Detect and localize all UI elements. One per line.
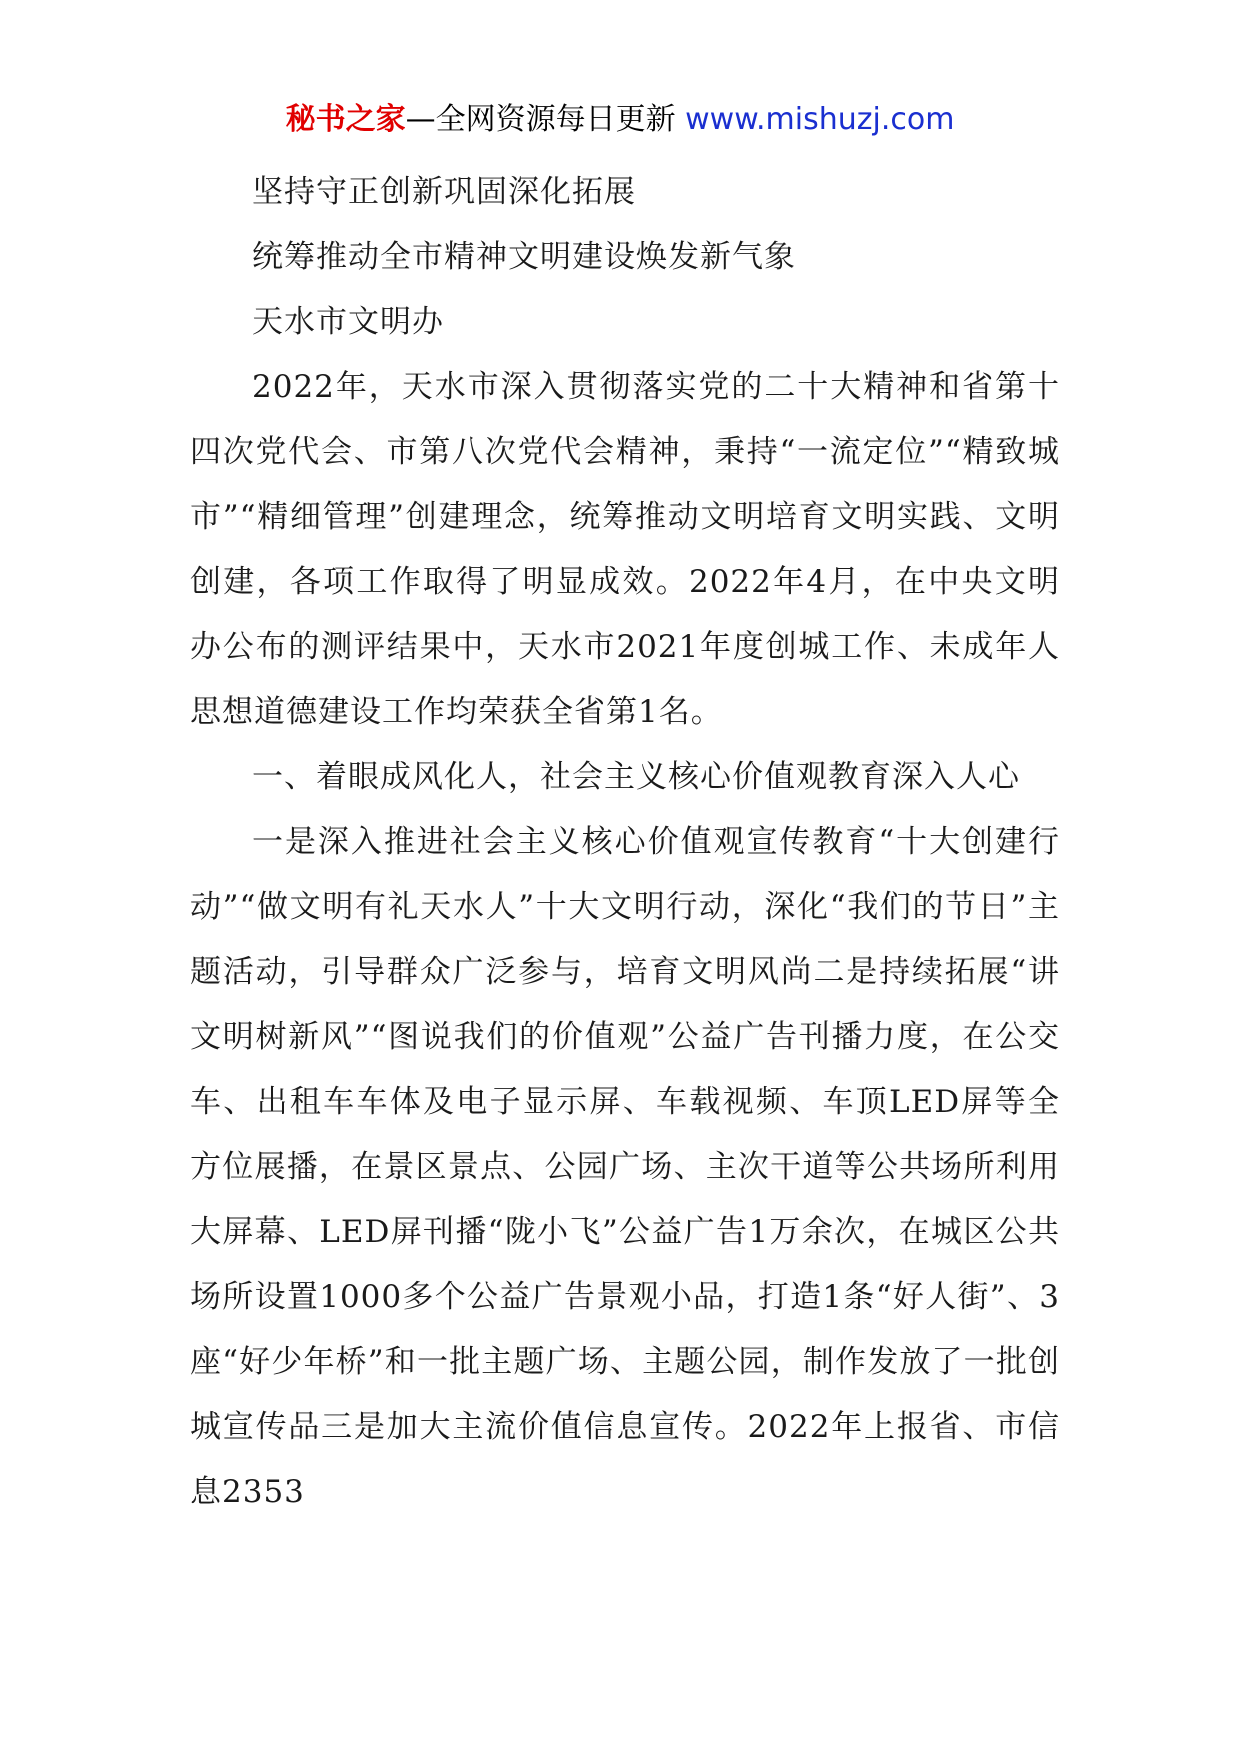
site-header — [0, 100, 1240, 140]
document-body — [190, 160, 1060, 1525]
document-title-line-2: 统筹推动全市精神文明建设焕发新气象 — [252, 239, 796, 275]
document-title-line-1: 坚持守正创新巩固深化拓展 — [252, 174, 636, 210]
paragraph-intro: 2022年，天水市深入贯彻落实党的二十大精神和省第十四次党代会、市第八次党代会精神，秉持“一流定位”“精致城市”“精细管理”创建理念，统筹推动文明培育文明实践、文明创建，各项工作取得了明显成效。2022年4月，在中央文明办公布的测评结果中，天水市2021年度创城工作、未成年人思想道德建设工作均荣获全省第1名。 — [190, 369, 1060, 730]
section-heading-1: 一、着眼成风化人，社会主义核心价值观教育深入人心 — [252, 759, 1020, 795]
site-url-link[interactable]: www.mishuzj.com — [685, 102, 955, 137]
document-author: 天水市文明办 — [252, 304, 444, 340]
paragraph-section-1: 一是深入推进社会主义核心价值观宣传教育“十大创建行动”“做文明有礼天水人”十大文明行动，深化“我们的节日”主题活动，引导群众广泛参与，培育文明风尚二是持续拓展“讲文明树新风”“图说我们的价值观”公益广告刊播力度，在公交车、出租车车体及电子显示屏、车载视频、车顶LED屏等全方位展播，在景区景点、公园广场、主次干道等公共场所利用大屏幕、LED屏刊播“陇小飞”公益广告1万余次，在城区公共场所设置1000多个公益广告景观小品，打造1条“好人街”、3座“好少年桥”和一批主题广场、主题公园，制作发放了一批创城宣传品三是加大主流价值信息宣传。2022年上报省、市信息2353 — [190, 824, 1060, 1510]
site-brand: 秘书之家 — [285, 102, 406, 137]
site-tagline: —全网资源每日更新 — [405, 102, 676, 137]
